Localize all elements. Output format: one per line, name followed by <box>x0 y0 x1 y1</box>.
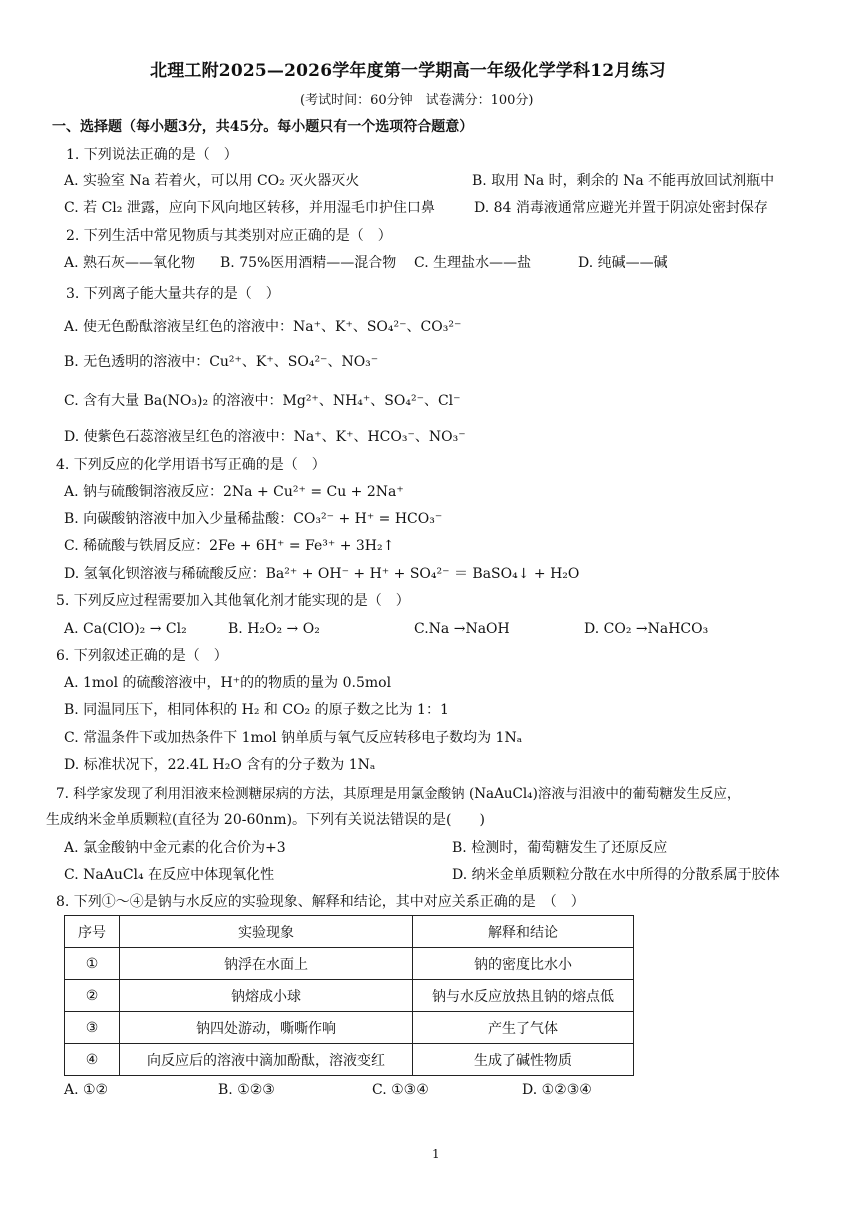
q1-stem: 1. 下列说法正确的是（ ） <box>66 147 238 163</box>
table-row <box>65 1044 634 1076</box>
exam-subtitle: (考试时间：60分钟 试卷满分：100分) <box>300 93 534 108</box>
q6-option-c: C. 常温条件下或加热条件下 1mol 钠单质与氧气反应转移电子数均为 1Nₐ <box>64 730 523 746</box>
q5-option-a: A. Ca(ClO)₂ → Cl₂ <box>64 621 187 637</box>
table-row <box>65 948 634 980</box>
q7-stem-line1: 7. 科学家发现了利用泪液来检测糖尿病的方法，其原理是用氯金酸钠 (NaAuCl₄)溶液与泪液中的葡萄糖发生反应， <box>56 786 741 802</box>
q1-option-d: D. 84 消毒液通常应避光并置于阴凉处密封保存 <box>474 200 768 216</box>
q7-option-c: C. NaAuCl₄ 在反应中体现氧化性 <box>64 867 275 883</box>
table-cell: 钠浮在水面上 <box>120 948 413 980</box>
q8-option-d: D. ①②③④ <box>522 1082 592 1098</box>
table-cell: 钠与水反应放热且钠的熔点低 <box>413 980 634 1012</box>
table-header-cell: 实验现象 <box>120 916 413 948</box>
q6-option-d: D. 标准状况下，22.4L H₂O 含有的分子数为 1Nₐ <box>64 757 376 773</box>
q1-option-a: A. 实验室 Na 若着火，可以用 CO₂ 灭火器灭火 <box>64 173 360 189</box>
q3-option-a: A. 使无色酚酞溶液呈红色的溶液中：Na⁺、K⁺、SO₄²⁻、CO₃²⁻ <box>64 319 462 335</box>
q8-option-a: A. ①② <box>64 1082 109 1098</box>
q5-option-d: D. CO₂ →NaHCO₃ <box>584 621 709 637</box>
page-number: 1 <box>432 1147 440 1161</box>
q8-table <box>64 915 634 1076</box>
q4-option-b: B. 向碳酸钠溶液中加入少量稀盐酸：CO₃²⁻ + H⁺ = HCO₃⁻ <box>64 511 443 527</box>
q3-stem: 3. 下列离子能大量共存的是（ ） <box>66 286 280 302</box>
q3-option-d: D. 使紫色石蕊溶液呈红色的溶液中：Na⁺、K⁺、HCO₃⁻、NO₃⁻ <box>64 429 466 445</box>
q7-stem-line2: 生成纳米金单质颗粒(直径为 20-60nm)。下列有关说法错误的是( ) <box>46 812 485 828</box>
table-cell: ④ <box>65 1044 120 1076</box>
table-row <box>65 1012 634 1044</box>
q6-option-a: A. 1mol 的硫酸溶液中，H⁺的的物质的量为 0.5mol <box>64 675 392 691</box>
q2-stem: 2. 下列生活中常见物质与其类别对应正确的是（ ） <box>66 228 392 244</box>
exam-title: 北理工附2025—2026学年度第一学期高一年级化学学科12月练习 <box>150 61 666 81</box>
q8-option-b: B. ①②③ <box>218 1082 275 1098</box>
table-header-cell: 序号 <box>65 916 120 948</box>
table-cell: ③ <box>65 1012 120 1044</box>
q8-option-c: C. ①③④ <box>372 1082 429 1098</box>
table-cell: ② <box>65 980 120 1012</box>
q2-option-a: A. 熟石灰——氧化物 <box>64 255 196 271</box>
section-heading: 一、选择题（每小题3分，共45分。每小题只有一个选项符合题意） <box>52 119 474 135</box>
table-row <box>65 980 634 1012</box>
q5-option-c: C.Na →NaOH <box>414 621 510 637</box>
q4-option-d: D. 氢氧化钡溶液与稀硫酸反应：Ba²⁺ + OH⁻ + H⁺ + SO₄²⁻ ＝ BaSO₄↓ + H₂O <box>64 566 580 582</box>
table-cell: 钠四处游动，嘶嘶作响 <box>120 1012 413 1044</box>
q5-stem: 5. 下列反应过程需要加入其他氧化剂才能实现的是（ ） <box>56 593 410 609</box>
q1-option-c: C. 若 Cl₂ 泄露，应向下风向地区转移，并用湿毛巾护住口鼻 <box>64 200 435 216</box>
q4-stem: 4. 下列反应的化学用语书写正确的是（ ） <box>56 457 326 473</box>
table-header-row <box>65 916 634 948</box>
q1-option-b: B. 取用 Na 时，剩余的 Na 不能再放回试剂瓶中 <box>472 173 775 189</box>
table-cell: 向反应后的溶液中滴加酚酞，溶液变红 <box>120 1044 413 1076</box>
q7-option-d: D. 纳米金单质颗粒分散在水中所得的分散系属于胶体 <box>452 867 780 883</box>
table-cell: ① <box>65 948 120 980</box>
q2-option-c: C. 生理盐水——盐 <box>414 255 532 271</box>
table-header-cell: 解释和结论 <box>413 916 634 948</box>
q2-option-d: D. 纯碱——碱 <box>578 255 668 271</box>
q3-option-b: B. 无色透明的溶液中：Cu²⁺、K⁺、SO₄²⁻、NO₃⁻ <box>64 354 379 370</box>
q4-option-c: C. 稀硫酸与铁屑反应：2Fe + 6H⁺ = Fe³⁺ + 3H₂↑ <box>64 538 395 554</box>
table-cell: 生成了碱性物质 <box>413 1044 634 1076</box>
q7-option-b: B. 检测时，葡萄糖发生了还原反应 <box>452 840 668 856</box>
q7-option-a: A. 氯金酸钠中金元素的化合价为+3 <box>64 840 286 856</box>
q6-option-b: B. 同温同压下，相同体积的 H₂ 和 CO₂ 的原子数之比为 1：1 <box>64 702 449 718</box>
q4-option-a: A. 钠与硫酸铜溶液反应：2Na + Cu²⁺ = Cu + 2Na⁺ <box>64 484 404 500</box>
table-cell: 钠的密度比水小 <box>413 948 634 980</box>
q6-stem: 6. 下列叙述正确的是（ ） <box>56 648 228 664</box>
table-cell: 产生了气体 <box>413 1012 634 1044</box>
q3-option-c: C. 含有大量 Ba(NO₃)₂ 的溶液中：Mg²⁺、NH₄⁺、SO₄²⁻、Cl⁻ <box>64 393 461 409</box>
q8-stem: 8. 下列①～④是钠与水反应的实验现象、解释和结论，其中对应关系正确的是 （ ） <box>56 894 585 910</box>
q5-option-b: B. H₂O₂ → O₂ <box>228 621 320 637</box>
q2-option-b: B. 75%医用酒精——混合物 <box>220 255 397 271</box>
table-cell: 钠熔成小球 <box>120 980 413 1012</box>
